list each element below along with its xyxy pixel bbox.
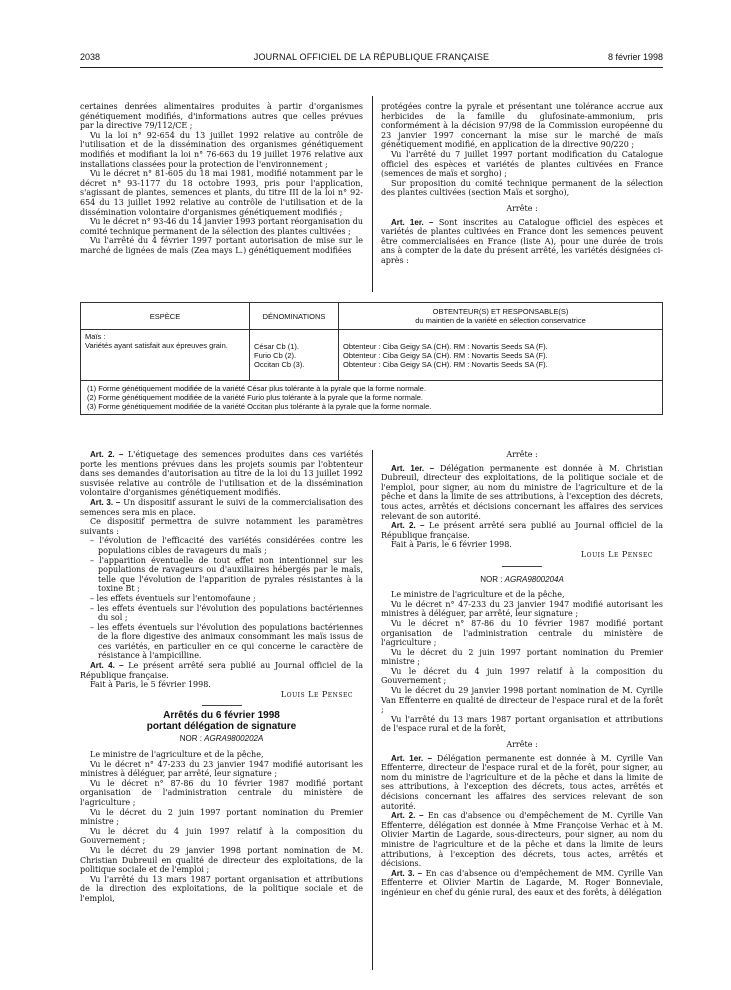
signature: Louis Le Pensec (280, 689, 353, 699)
denomination: Furio Cb (2). (254, 351, 297, 360)
header-denominations: DÉNOMINATIONS (250, 303, 339, 330)
separator (202, 705, 242, 706)
nor-reference (381, 575, 663, 585)
paragraph: Vu la loi n° 92-654 du 13 juillet 1992 relative au contrôle de l'utilisation et de la dissémination des organismes génétiquement modifiés et modifiant la loi n° 76-663 du 19 juillet 1976 relative aux installations classées pour la protection de l'environnement ; (80, 130, 363, 169)
parameter-list (80, 536, 363, 661)
obtenteur-cell (339, 330, 663, 381)
article-label: Art. 1er. – (391, 217, 434, 227)
arrete-heading: Arrête : (506, 450, 538, 459)
footnote: (2) Forme génétiquement modifiée de la variété Furio plus tolérante à la pyrale que la forme normale. (87, 393, 424, 402)
bottom-right-column (381, 450, 663, 898)
article-label: Art. 1er. – (391, 463, 435, 473)
column-divider (372, 96, 373, 292)
paragraph: protégées contre la pyrale et présentant une tolérance accrue aux herbicides de la famille du glufosinate-ammonium, pris conformément à la décision 97/98 de la Commission européenne du 23 janvier 1997 concernant la mise sur le marché de maïs génétiquement modifié, en application de la directive 90/220 ; (381, 102, 663, 150)
article-label: Art. 1er. – (391, 753, 433, 763)
paragraph: Vu le décret du 2 juin 1997 portant nomination du Premier ministre ; (80, 807, 363, 827)
signature: Louis Le Pensec (580, 549, 653, 559)
espece-name: Maïs : (85, 332, 106, 341)
paragraph: Vu l'arrêté du 13 mars 1987 portant organisation et attributions de la direction des exploitations, de la politique sociale et de l'emploi, (80, 874, 363, 903)
article-text: En cas d'absence ou d'empêchement de M. Cyrille Van Effenterre, délégation est donnée à Mme Françoise Verhac et à M. Olivier Martin de Lagarde, sous-directeurs, pour signer, au nom du ministre de l'agriculture et de la pêche et dans la limite de leurs attributions, à l'exception des décrets, tous actes, arrêtés et décisions. (381, 811, 663, 869)
paragraph: Vu le décret n° 47-233 du 23 janvier 1947 modifié autorisant les ministres à déléguer, par arrêté, leur signature ; (80, 759, 363, 779)
article-text: Un dispositif assurant le suivi de la commercialisation des semences sera mis en place. (80, 497, 364, 517)
list-item: – les effets éventuels sur l'évolution des populations bactériennes du sol ; (90, 604, 363, 623)
obtenteur: Obtenteur : Ciba Geigy SA (CH). RM : Novartis Seeds SA (F). (343, 351, 548, 360)
nor-prefix: NOR : (480, 574, 503, 584)
heading-line1: Arrêtés du 6 février 1998 (163, 710, 280, 722)
espece-cell (81, 330, 250, 381)
table-row (81, 330, 663, 381)
top-right-column (381, 102, 663, 266)
paragraph: certaines denrées alimentaires produites à partir d'organismes génétiquement modifiés, d'informations autres que celles prévues par la directive 79/112/CE ; (80, 102, 363, 131)
espece-note: Variétés ayant satisfait aux épreuves grain. (85, 341, 228, 350)
fait-line: Fait à Paris, le 6 février 1998. (391, 540, 512, 550)
separator (502, 566, 542, 567)
page-header (80, 52, 663, 66)
nor-code: AGRA9800202A (204, 734, 264, 744)
list-item: – l'évolution de l'efficacité des variétés considérées contre les populations cibles de ravageurs du maïs ; (90, 536, 363, 555)
article-label: Art. 2. – (391, 521, 425, 531)
obtenteur: Obtenteur : Ciba Geigy SA (CH). RM : Novartis Seeds SA (F). (343, 342, 548, 351)
article-text: Délégation permanente est donnée à M. Christian Dubreuil, directeur des exploitations, de la politique sociale et de l'emploi, pour signer, au nom du ministre de l'agriculture et de la pêche et dans la limite de ses attributions, à l'exception des décrets, tous actes, arrêtés et décisions concernant les affaires des services relevant de son autorité. (381, 463, 663, 521)
paragraph: Ce dispositif permettra de suivre notamment les paramètres suivants : (80, 517, 363, 536)
header-obtenteur-line2: du maintien de la variété en sélection conservatrice (415, 316, 586, 325)
footnote: (1) Forme génétiquement modifiée de la variété César plus tolérante à la pyrale que la forme normale. (87, 384, 426, 393)
arrete-heading: Arrête : (506, 740, 538, 750)
article-label: Art. 3. – (90, 497, 121, 507)
denominations-cell (250, 330, 339, 381)
paragraph: Vu le décret n° 93-46 du 14 janvier 1993 portant réorganisation du comité technique permanent de la sélection des plantes cultivées ; (80, 217, 363, 236)
paragraph: Vu le décret n° 47-233 du 23 janvier 1947 modifié autorisant les ministres à déléguer, par arrêté, leur signature ; (381, 599, 663, 619)
paragraph: Le ministre de l'agriculture et de la pêche, (90, 750, 264, 760)
header-obtenteur (339, 303, 663, 330)
fait-line: Fait à Paris, le 5 février 1998. (90, 680, 211, 690)
nor-code: AGRA9800204A (504, 574, 564, 584)
paragraph: Vu le décret n° 87-86 du 10 février 1987 modifié portant organisation de l'administration centrale du ministère de l'agriculture ; (80, 778, 363, 807)
article-text: L'étiquetage des semences produites dans ces variétés porte les mentions prévues dans les projets soumis par l'obtenteur dans ses demandes d'autorisation au titre de la loi du 13 juillet 1992 susvisée relative au contrôle de l'utilisation et de la dissémination volontaire d'organismes génétiquement modifiés. (80, 450, 364, 498)
issue-date: 8 février 1998 (607, 52, 663, 62)
header-obtenteur-line1: OBTENTEUR(S) ET RESPONSABLE(S) (432, 307, 569, 316)
list-item: – les effets éventuels sur l'évolution des populations bactériennes de la flore digestive des animaux consommant les maïs issus de ces variétés, en particulier en ce qui concerne le caractère de résistance à l'ampicilline. (90, 623, 363, 661)
article-label: Art. 4. – (90, 661, 124, 671)
paragraph: Vu le décret du 4 juin 1997 relatif à la composition du Gouvernement ; (80, 826, 363, 846)
footnote: (3) Forme génétiquement modifiée de la variété Occitan plus tolérante à la pyrale que la forme normale. (87, 402, 432, 411)
denomination: Occitan Cb (3). (254, 360, 305, 369)
paragraph: Vu le décret du 29 janvier 1998 portant nomination de M. Christian Dubreuil en qualité de directeur des exploitations, de la politique sociale et de l'emploi ; (80, 845, 363, 875)
header-espece: ESPÈCE (81, 303, 250, 330)
nor-prefix: NOR : (179, 734, 202, 744)
article-text: Le présent arrêté sera publié au Journal officiel de la République française. (80, 661, 364, 680)
arrete-heading: Arrête : (506, 203, 538, 213)
paragraph: Vu le décret du 4 juin 1997 relatif à la composition du Gouvernement ; (381, 666, 663, 686)
article-label: Art. 2. – (90, 450, 124, 459)
paragraph: Vu l'arrêté du 4 février 1997 portant autorisation de mise sur le marché de lignées de maïs (Zea mays L.) génétiquement modifiées (80, 236, 363, 255)
article-label: Art. 3. – (391, 868, 423, 878)
list-item: – les effets éventuels sur l'entomofaune ; (90, 594, 363, 604)
page-number: 2038 (80, 52, 101, 62)
header-rule (80, 67, 663, 68)
paragraph: Sur proposition du comité technique permanent de la sélection des plantes cultivées (section Maïs et sorgho), (381, 178, 663, 198)
bottom-left-column (80, 450, 363, 904)
nor-reference (80, 734, 363, 744)
top-left-column (80, 102, 363, 256)
journal-title: JOURNAL OFFICIEL DE LA RÉPUBLIQUE FRANÇAISE (253, 52, 490, 62)
paragraph: Vu le décret du 2 juin 1997 portant nomination du Premier ministre ; (381, 647, 663, 667)
section-heading (80, 710, 363, 732)
column-divider (372, 450, 373, 970)
article-text: Délégation permanente est donnée à M. Cyrille Van Effenterre, directeur de l'espace rural et de la forêt, pour signer, au nom du ministre de l'agriculture et de la pêche et dans la limite de ses attributions, à l'exception des décrets, tous actes, arrêtés et décisions concernant les affaires des services relevant de son autorité. (381, 753, 663, 811)
paragraph: Vu l'arrêté du 7 juillet 1997 portant modification du Catalogue officiel des espèces et variétés de plantes cultivées en France (semences de maïs et sorgho) ; (381, 149, 663, 179)
article-text: Sont inscrites au Catalogue officiel des espèces et variétés de plantes cultivées en France dont les semences peuvent être commercialisées en France (liste A), pour une durée de trois ans à compter de la date du présent arrêté, les variétés désignées ci-après : (381, 217, 664, 265)
paragraph: Vu le décret n° 81-605 du 18 mai 1981, modifié notamment par le décret n° 93-1177 du 18 octobre 1993, pris pour l'application, s'agissant de plantes, semences et plants, du titre III de la loi n° 92-654 du 13 juillet 1992 relative au contrôle de l'utilisation et de la dissémination volontaire d'organismes génétiquement modifiés ; (80, 169, 363, 217)
footnotes-cell (81, 381, 663, 415)
list-item: – l'apparition éventuelle de tout effet non intentionnel sur les populations de ravageurs ou d'auxiliaires hébergés par le maïs, telle que l'évolution de l'apparition de pyrales résistantes à la toxine Bt ; (90, 556, 363, 594)
varieties-table (80, 302, 663, 415)
article-text: En cas d'absence ou d'empêchement de MM. Cyrille Van Effenterre et Olivier Martin de Lagarde, M. Roger Bonneviale, ingénieur en chef du génie rural, des eaux et des forêts, à délégation (381, 868, 664, 897)
heading-line2: portant délégation de signature (146, 721, 297, 733)
paragraph: Le ministre de l'agriculture et de la pêche, (391, 590, 565, 600)
obtenteur: Obtenteur : Ciba Geigy SA (CH). RM : Novartis Seeds SA (F). (343, 360, 548, 369)
article-label: Art. 2. – (391, 811, 424, 821)
paragraph: Vu le décret n° 87-86 du 10 février 1987 modifié portant organisation de l'administration centrale du ministère de l'agriculture ; (381, 618, 663, 648)
footnotes-row (81, 381, 663, 415)
paragraph: Vu l'arrêté du 13 mars 1987 portant organisation et attributions de l'espace rural et de la forêt, (381, 714, 663, 734)
paragraph: Vu le décret du 29 janvier 1998 portant nomination de M. Cyrille Van Effenterre en qualité de directeur de l'espace rural et de la forêt ; (381, 686, 663, 715)
article-text: Le présent arrêté sera publié au Journal officiel de la République française. (381, 521, 664, 540)
denomination: César Cb (1). (254, 342, 300, 351)
